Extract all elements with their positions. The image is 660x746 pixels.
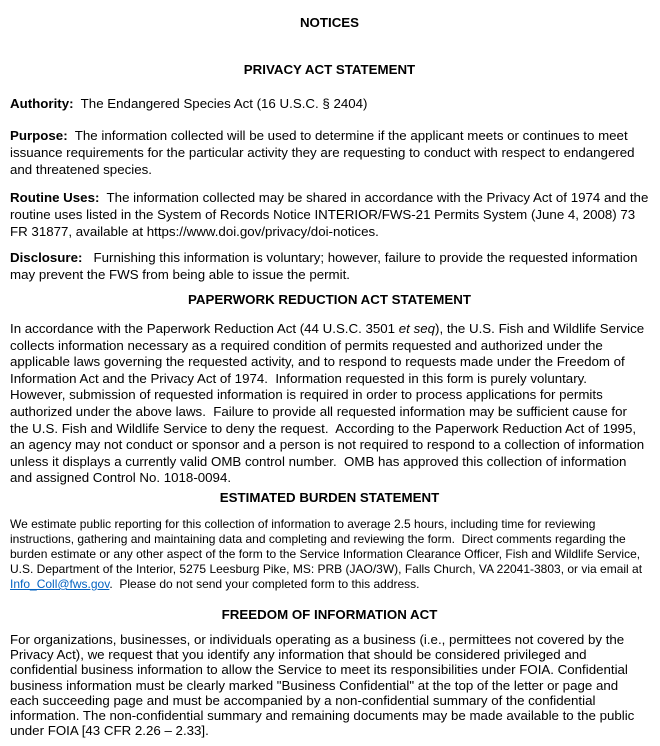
routine-uses-paragraph: [10, 189, 653, 240]
disclosure-text: Furnishing this information is voluntary; however, failure to provide the requested information may prevent the FWS from being able to issue the permit.: [10, 250, 642, 282]
paperwork-reduction-heading: PAPERWORK REDUCTION ACT STATEMENT: [188, 292, 471, 307]
routine-uses-label: Routine Uses:: [10, 190, 100, 205]
disclosure-label: Disclosure:: [10, 250, 83, 265]
foia-paragraph: For organizations, businesses, or individuals operating as a business (i.e., permittees not covered by the Privacy Act), we request that you identify any information that should be considered privileged and confidential business information to allow the Service to meet its responsibilities under FOIA. Confidential business information must be clearly marked "Business Confidential" at the top of the letter or page and each succeeding page and must be accompanied by a non-confidential summary of the confidential information. The non-confidential summary and remaining documents may be made available to the public under FOIA [43 CFR 2.26 – 2.33].: [10, 631, 639, 739]
estimated-burden-paragraph: [10, 517, 649, 592]
paperwork-reduction-paragraph: [10, 321, 649, 487]
page-title: NOTICES: [299, 15, 360, 30]
estimated-burden-heading: ESTIMATED BURDEN STATEMENT: [219, 489, 440, 505]
email-link[interactable]: Info_Coll@fws.gov: [10, 576, 110, 591]
authority-label: Authority:: [10, 96, 74, 111]
paperwork-text-before-italic: In accordance with the Paperwork Reduction Act (44 U.S.C. 3501: [10, 321, 399, 336]
purpose-paragraph: [10, 127, 649, 178]
disclosure-paragraph: [10, 249, 649, 283]
paperwork-text-after-italic: ), the U.S. Fish and Wildlife Service collects information necessary as a required condition of permits requested and authorized under the applicable laws governing the requested activity, and to respond to requests made under the Freedom of Information Act and the Privacy Act of 1974. Information requested in this form is purely voluntary. However, submission of requested information is required in order to process applications for permits authorized under the above laws. Failure to provide all requested information may be sufficient cause for the U.S. Fish and Wildlife Service to deny the request. According to the Paperwork Reduction Act of 1995, an agency may not conduct or sponsor and a person is not required to respond to a collection of information unless it displays a currently valid OMB control number. OMB has approved this collection of information and assigned Control No. 1018-0094.: [10, 321, 648, 486]
burden-text-before-link: We estimate public reporting for this collection of information to average 2.5 hours, including time for reviewing instructions, gathering and maintaining data and completing and reviewing the form. Direct comments regarding the burden estimate or any other aspect of the form to the Service Information Clearance Officer, Fish and Wildlife Service, U.S. Department of the Interior, 5275 Leesburg Pike, MS: PRB (JAO/3W), Falls Church, VA 22041-3803, or via email at: [10, 516, 646, 576]
purpose-label: Purpose:: [10, 128, 68, 143]
routine-uses-text: The information collected may be shared in accordance with the Privacy Act of 1974 and the routine uses listed in the System of Records Notice INTERIOR/FWS-21 Permits System (June 4, 2008) 73 FR 31877, available at https://www.doi.gov/privacy/doi-notices.: [10, 190, 653, 239]
purpose-text: The information collected will be used to determine if the applicant meets or continues to meet issuance requirements for the particular activity they are requesting to conduct with respect to endangered and threatened species.: [10, 128, 639, 177]
authority-text: The Endangered Species Act (16 U.S.C. § 2404): [73, 96, 368, 111]
privacy-act-heading: PRIVACY ACT STATEMENT: [243, 62, 416, 77]
et-seq-italic: et seq: [398, 321, 436, 336]
authority-paragraph: [10, 95, 649, 112]
foia-heading: FREEDOM OF INFORMATION ACT: [221, 606, 438, 622]
burden-text-after-link: . Please do not send your completed form to this address.: [109, 576, 420, 591]
